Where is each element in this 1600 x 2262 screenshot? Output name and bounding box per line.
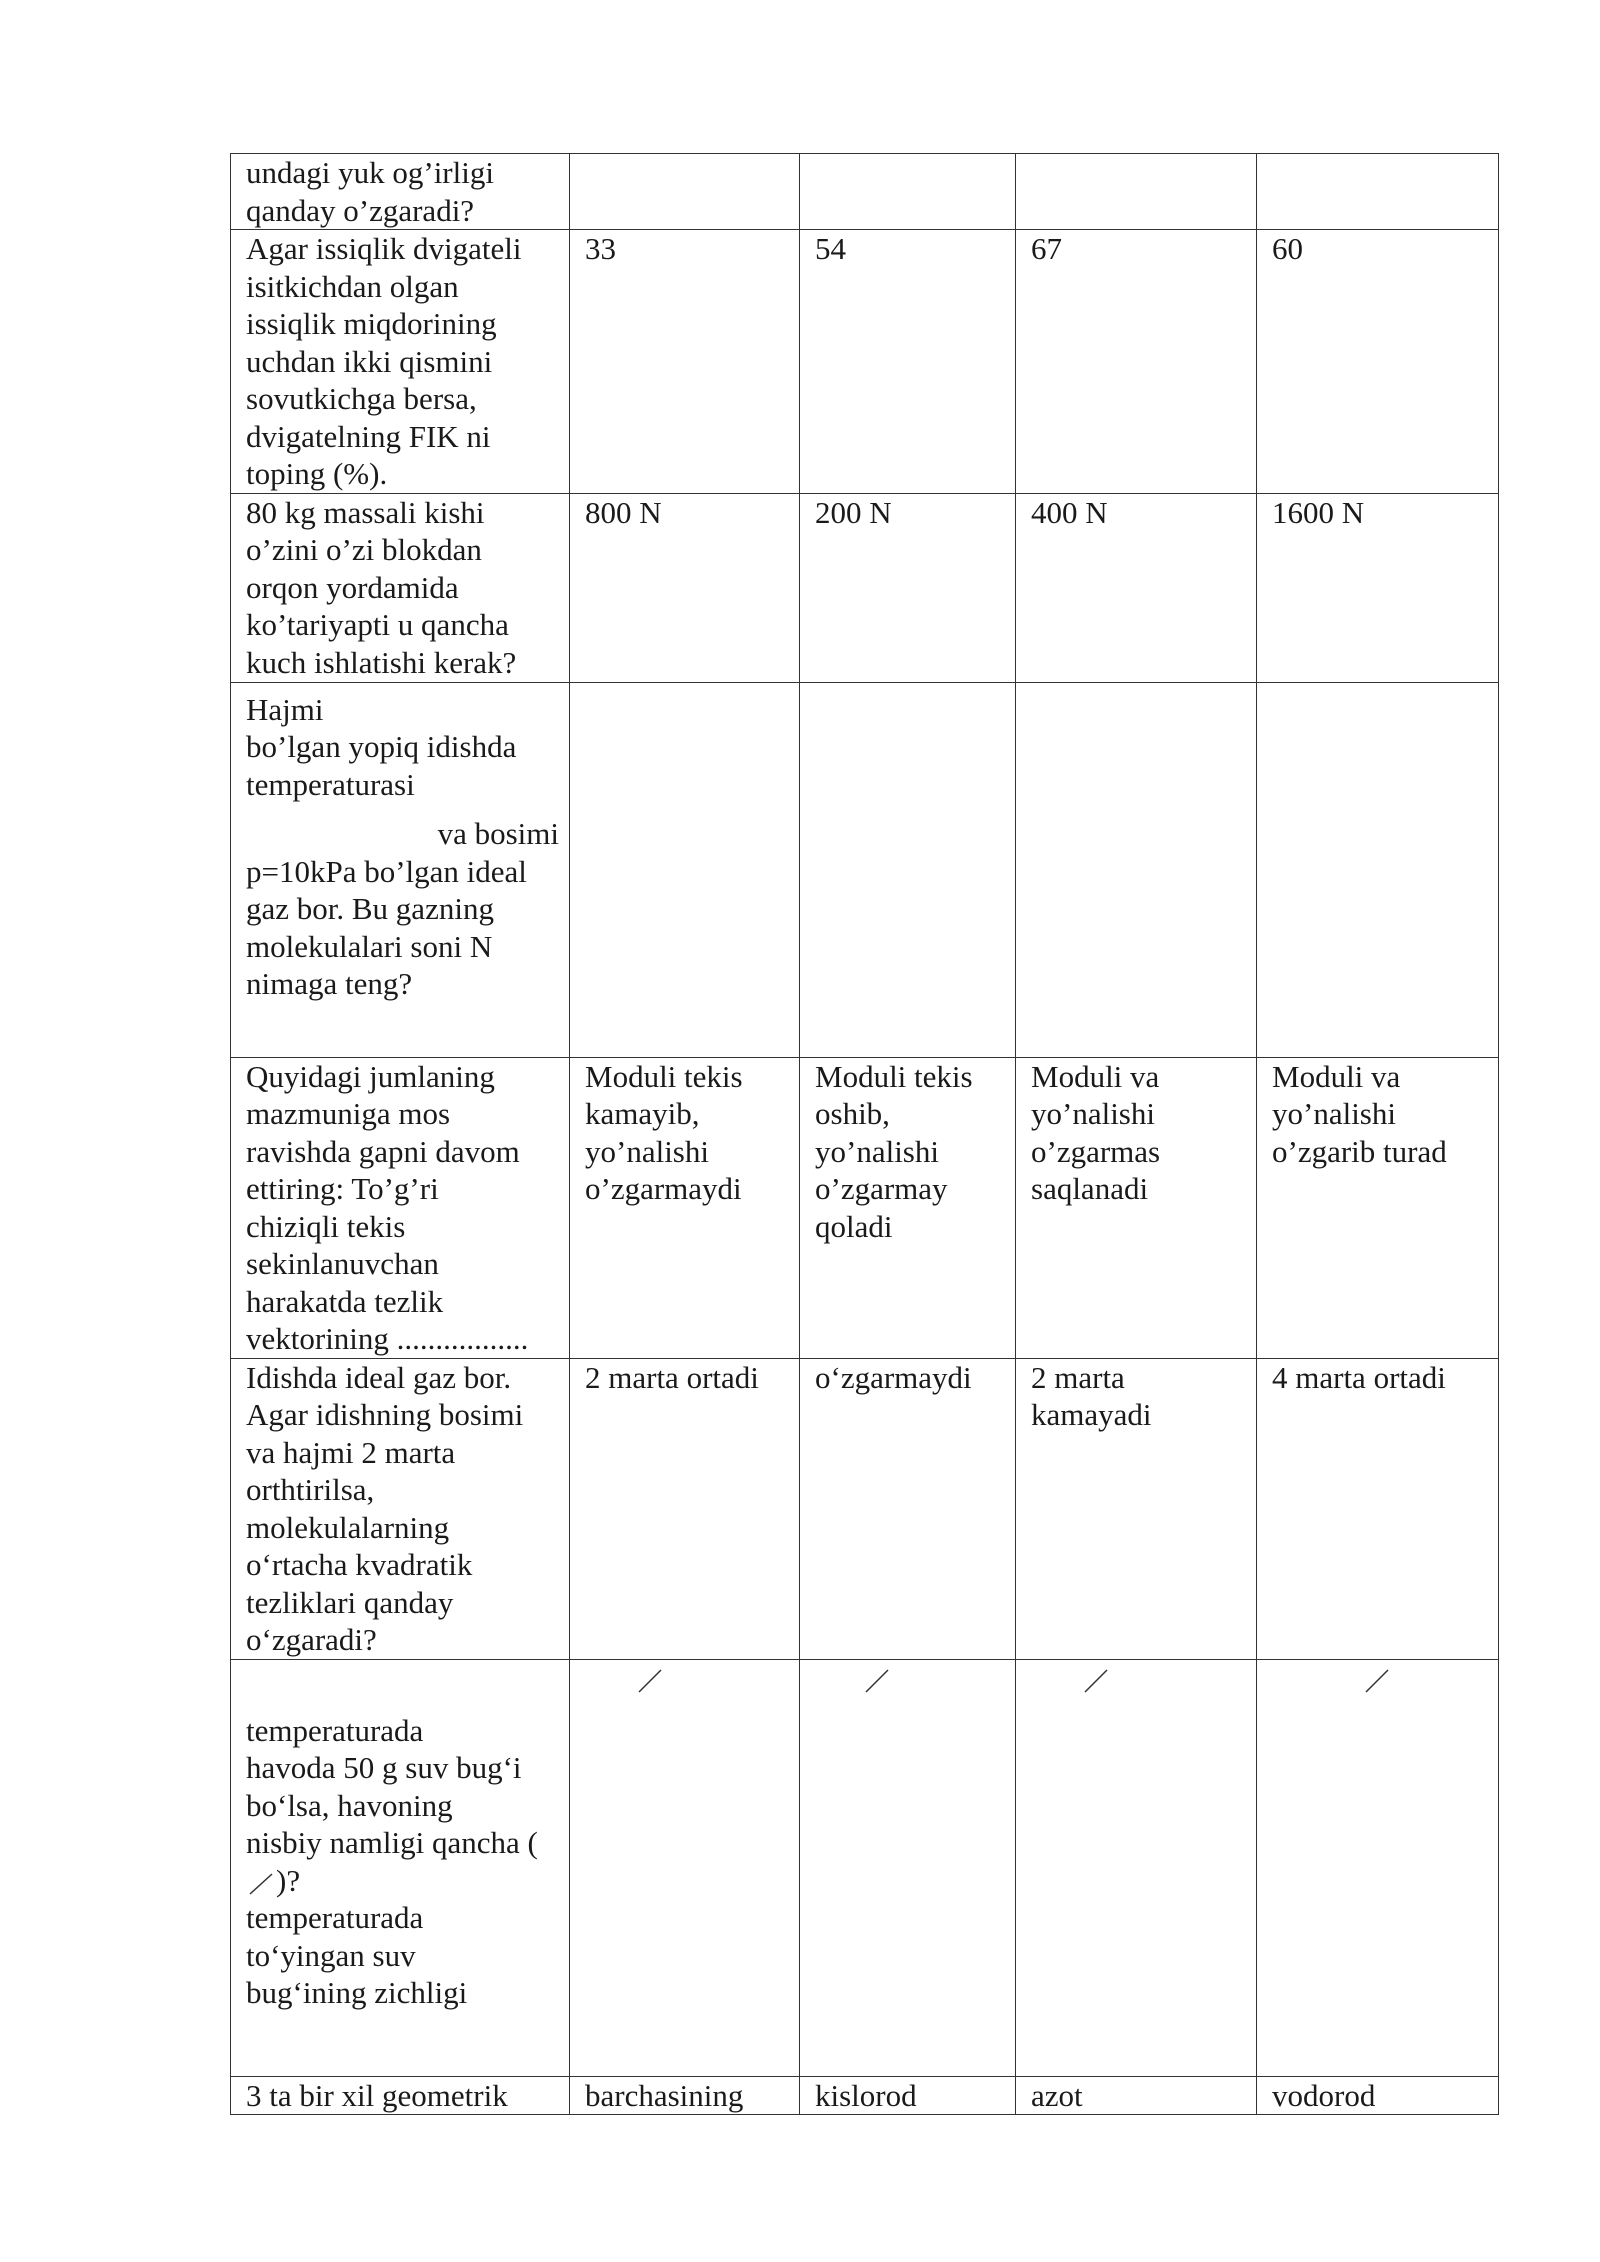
answer-cell: 60 bbox=[1257, 230, 1499, 494]
slash-icon bbox=[1362, 1664, 1392, 1700]
question-text-part: Hajmi bo’lgan yopiq idishda temperaturasi bbox=[246, 691, 517, 802]
table-row bbox=[231, 682, 1499, 1057]
table-row bbox=[231, 1659, 1499, 2076]
answer-cell: 200 N bbox=[800, 493, 1016, 682]
table-row bbox=[231, 230, 1499, 494]
table-row bbox=[231, 1358, 1499, 1659]
question-cell: 80 kg massali kishi o’zini o’zi blokdan orqon yordamida ko’tariyapti u qancha kuch ishlatishi kerak? bbox=[231, 493, 570, 682]
answer-cell bbox=[1257, 154, 1499, 230]
answer-cell: 2 marta ortadi bbox=[570, 1358, 800, 1659]
questions-table bbox=[230, 153, 1499, 2115]
question-cell: Agar issiqlik dvigateli isitkichdan olgan issiqlik miqdorining uchdan ikki qismini sovutkichga bersa, dvigatelning FIK ni toping (%). bbox=[231, 230, 570, 494]
answer-cell: vodorod bbox=[1257, 2076, 1499, 2115]
answer-cell: 1600 N bbox=[1257, 493, 1499, 682]
answer-cell: 4 marta ortadi bbox=[1257, 1358, 1499, 1659]
answer-cell: Moduli tekis kamayib, yo’nalishi o’zgarmaydi bbox=[570, 1057, 800, 1358]
answer-cell bbox=[800, 1659, 1016, 2076]
question-text-part: )? bbox=[276, 1862, 301, 1898]
slash-icon bbox=[862, 1664, 892, 1700]
answer-cell: 33 bbox=[570, 230, 800, 494]
answer-cell: Moduli va yo’nalishi o’zgarib turad bbox=[1257, 1057, 1499, 1358]
question-text-part: temperaturada havoda 50 g suv bug‘i bo‘lsa, havoning nisbiy namligi qancha ( bbox=[246, 1712, 538, 1860]
answer-cell bbox=[1257, 1659, 1499, 2076]
answer-cell: 800 N bbox=[570, 493, 800, 682]
answer-cell bbox=[800, 682, 1016, 1057]
answer-cell: barchasining bbox=[570, 2076, 800, 2115]
answer-cell bbox=[1257, 682, 1499, 1057]
answer-cell: 400 N bbox=[1016, 493, 1257, 682]
table-row bbox=[231, 154, 1499, 230]
answer-cell: 54 bbox=[800, 230, 1016, 494]
slash-icon bbox=[635, 1664, 665, 1700]
answer-cell bbox=[1016, 1659, 1257, 2076]
answer-cell: Moduli tekis oshib, yo’nalishi o’zgarmay qoladi bbox=[800, 1057, 1016, 1358]
table-row bbox=[231, 1057, 1499, 1358]
answer-cell bbox=[570, 682, 800, 1057]
answer-cell bbox=[800, 154, 1016, 230]
question-cell: undagi yuk og’irligi qanday o’zgaradi? bbox=[231, 154, 570, 230]
answer-cell bbox=[1016, 154, 1257, 230]
table-row bbox=[231, 2076, 1499, 2115]
question-text-part: va bosimi bbox=[437, 816, 559, 851]
answer-cell: azot bbox=[1016, 2076, 1257, 2115]
question-text-part: temperaturada to‘yingan suv bug‘ining zichligi bbox=[246, 1900, 468, 2010]
answer-cell bbox=[570, 1659, 800, 2076]
table-row bbox=[231, 493, 1499, 682]
question-cell bbox=[231, 1659, 570, 2076]
answer-cell: kislorod bbox=[800, 2076, 1016, 2115]
answer-cell: o‘zgarmaydi bbox=[800, 1358, 1016, 1659]
question-cell: Idishda ideal gaz bor. Agar idishning bosimi va hajmi 2 marta orthtirilsa, molekulalarning o‘rtacha kvadratik tezliklari qanday o‘zgaradi? bbox=[231, 1358, 570, 1659]
slash-icon bbox=[246, 1862, 276, 1898]
slash-icon bbox=[1081, 1664, 1111, 1700]
answer-cell: 2 marta kamayadi bbox=[1016, 1358, 1257, 1659]
answer-cell bbox=[1016, 682, 1257, 1057]
answer-cell bbox=[570, 154, 800, 230]
question-cell: Quyidagi jumlaning mazmuniga mos ravishda gapni davom ettiring: To’g’ri chiziqli tekis sekinlanuvchan harakatda tezlik vektorining ................. bbox=[231, 1057, 570, 1358]
question-cell: 3 ta bir xil geometrik bbox=[231, 2076, 570, 2115]
answer-cell: Moduli va yo’nalishi o’zgarmas saqlanadi bbox=[1016, 1057, 1257, 1358]
question-text-part: p=10kPa bo’lgan ideal gaz bor. Bu gazning molekulalari soni N nimaga teng? bbox=[246, 853, 527, 1001]
answer-cell: 67 bbox=[1016, 230, 1257, 494]
question-cell bbox=[231, 682, 570, 1057]
